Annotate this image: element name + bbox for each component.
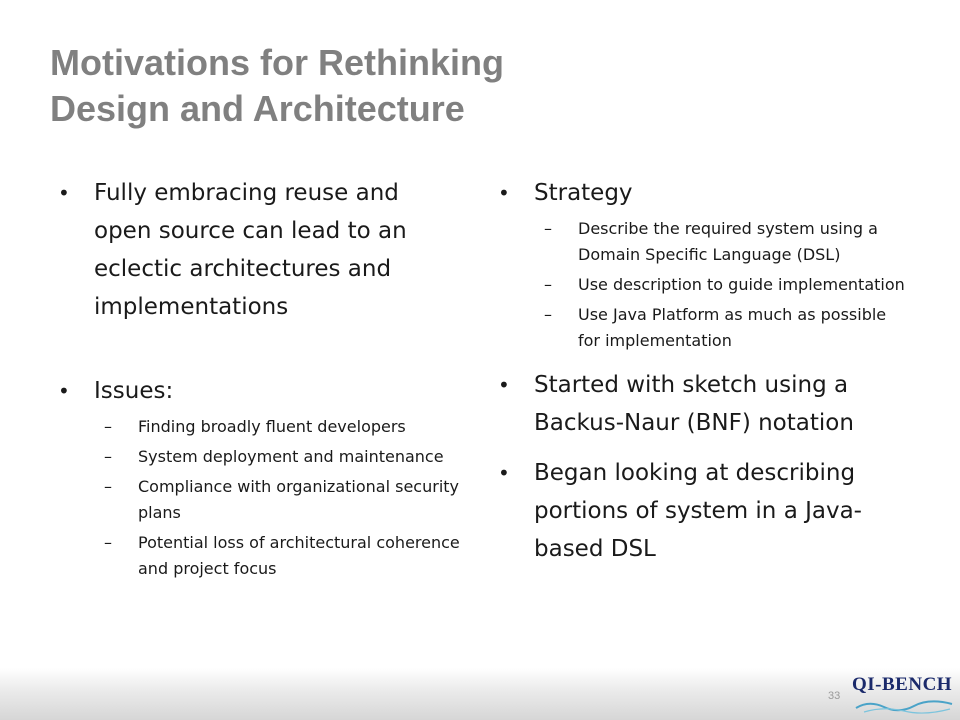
footer-bar [0, 668, 960, 720]
title-line-2: Design and Architecture [50, 88, 465, 129]
bullet-dot: • [58, 379, 70, 403]
issue-text: System deployment and maintenance [138, 447, 444, 466]
bullet-reuse-text: Fully embracing reuse and open source can lead to an eclectic architectures and implementations [94, 180, 407, 320]
page-number: 33 [828, 690, 841, 702]
bullet-dot: • [58, 181, 70, 205]
bullet-bnf-text: Started with sketch using a Backus-Naur (BNF) notation [534, 372, 854, 436]
issue-item [94, 414, 463, 440]
bullet-dsl-text: Began looking at describing portions of system in a Java-based DSL [534, 460, 862, 562]
bullet-reuse [58, 174, 463, 326]
qi-bench-logo [852, 674, 956, 718]
title-line-1: Motivations for Rethinking [50, 42, 504, 83]
strategy-text: Describe the required system using a Domain Specific Language (DSL) [578, 219, 878, 264]
strategy-text: Use Java Platform as much as possible for implementation [578, 305, 887, 350]
bullet-bnf [498, 366, 908, 442]
slide-title [50, 40, 910, 132]
bullet-dsl [498, 454, 908, 568]
bullet-issues-text: Issues: [94, 378, 174, 404]
right-column [498, 174, 908, 568]
issue-text: Potential loss of architectural coherence and project focus [138, 533, 460, 578]
bullet-issues [58, 372, 463, 582]
dash: – [544, 305, 552, 324]
issue-item [94, 474, 463, 526]
strategy-text: Use description to guide implementation [578, 275, 905, 294]
strategy-item [534, 216, 908, 268]
dash: – [544, 275, 552, 294]
strategy-list [534, 216, 908, 354]
left-column [58, 174, 463, 586]
dash: – [544, 219, 552, 238]
dash: – [104, 447, 112, 466]
bullet-dot: • [498, 373, 510, 397]
logo-wave-icon [854, 696, 954, 716]
strategy-item [534, 272, 908, 298]
issue-item [94, 530, 463, 582]
issue-item [94, 444, 463, 470]
bullet-dot: • [498, 181, 510, 205]
bullet-strategy [498, 174, 908, 354]
dash: – [104, 477, 112, 496]
issue-text: Compliance with organizational security plans [138, 477, 459, 522]
strategy-item [534, 302, 908, 354]
dash: – [104, 417, 112, 436]
issue-text: Finding broadly fluent developers [138, 417, 406, 436]
bullet-dot: • [498, 461, 510, 485]
bullet-strategy-text: Strategy [534, 180, 633, 206]
issues-list [94, 414, 463, 582]
logo-text: QI-BENCH [852, 674, 953, 695]
dash: – [104, 533, 112, 552]
